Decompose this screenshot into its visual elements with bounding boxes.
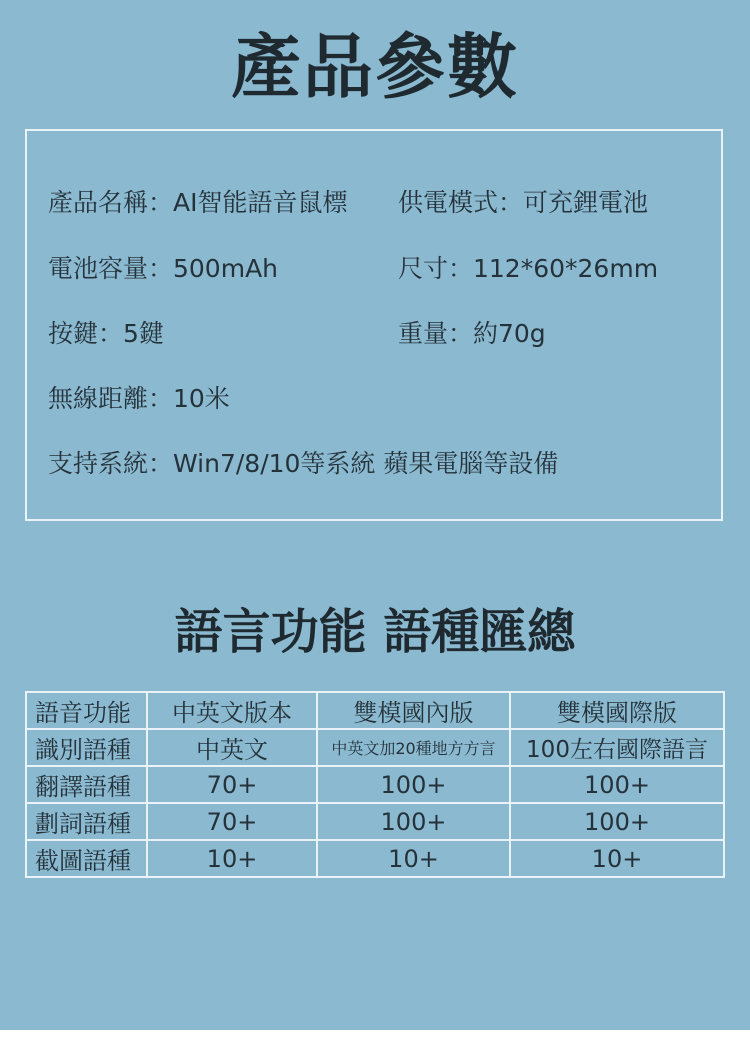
spec-keys: 按鍵：5鍵	[48, 319, 164, 348]
table-header-cell: 語音功能	[26, 692, 147, 729]
table-cell: 100+	[510, 803, 724, 840]
spec-supported-systems: 支持系統：Win7/8/10等系統 蘋果電腦等設備	[48, 449, 559, 478]
table-cell: 100+	[510, 766, 724, 803]
page-title: 產品參數	[231, 26, 519, 108]
spec-dimensions: 尺寸：112*60*26mm	[398, 254, 659, 283]
table-header-cell: 雙模國內版	[317, 692, 510, 729]
table-cell: 100左右國際語言	[510, 729, 724, 766]
table-cell: 100+	[317, 766, 510, 803]
spec-weight: 重量：約70g	[398, 319, 546, 348]
table-cell: 10+	[317, 840, 510, 877]
table-row	[26, 766, 724, 803]
spec-battery-capacity: 電池容量：500mAh	[48, 254, 279, 283]
table-row-label: 截圖語種	[26, 840, 147, 877]
table-row-label: 劃詞語種	[26, 803, 147, 840]
language-table-wrap	[25, 691, 725, 878]
table-cell: 中英文	[147, 729, 317, 766]
table-row	[26, 840, 724, 877]
spec-box	[25, 129, 723, 521]
language-table	[25, 691, 725, 878]
table-row	[26, 729, 724, 766]
spec-product-name: 產品名稱：AI智能語音鼠標	[48, 188, 348, 217]
table-cell: 100+	[317, 803, 510, 840]
table-header-cell: 雙模國際版	[510, 692, 724, 729]
table-row	[26, 803, 724, 840]
spec-power-mode: 供電模式：可充鋰電池	[398, 188, 649, 217]
table-cell: 70+	[147, 766, 317, 803]
section-title: 語言功能 語種匯總	[174, 604, 576, 660]
table-header-cell: 中英文版本	[147, 692, 317, 729]
table-row-label: 翻譯語種	[26, 766, 147, 803]
spec-wireless-range: 無線距離：10米	[48, 384, 230, 413]
table-cell: 70+	[147, 803, 317, 840]
table-row-label: 識別語種	[26, 729, 147, 766]
table-cell: 中英文加20種地方方言	[317, 729, 510, 766]
table-header-row	[26, 692, 724, 729]
table-cell: 10+	[510, 840, 724, 877]
table-cell: 10+	[147, 840, 317, 877]
